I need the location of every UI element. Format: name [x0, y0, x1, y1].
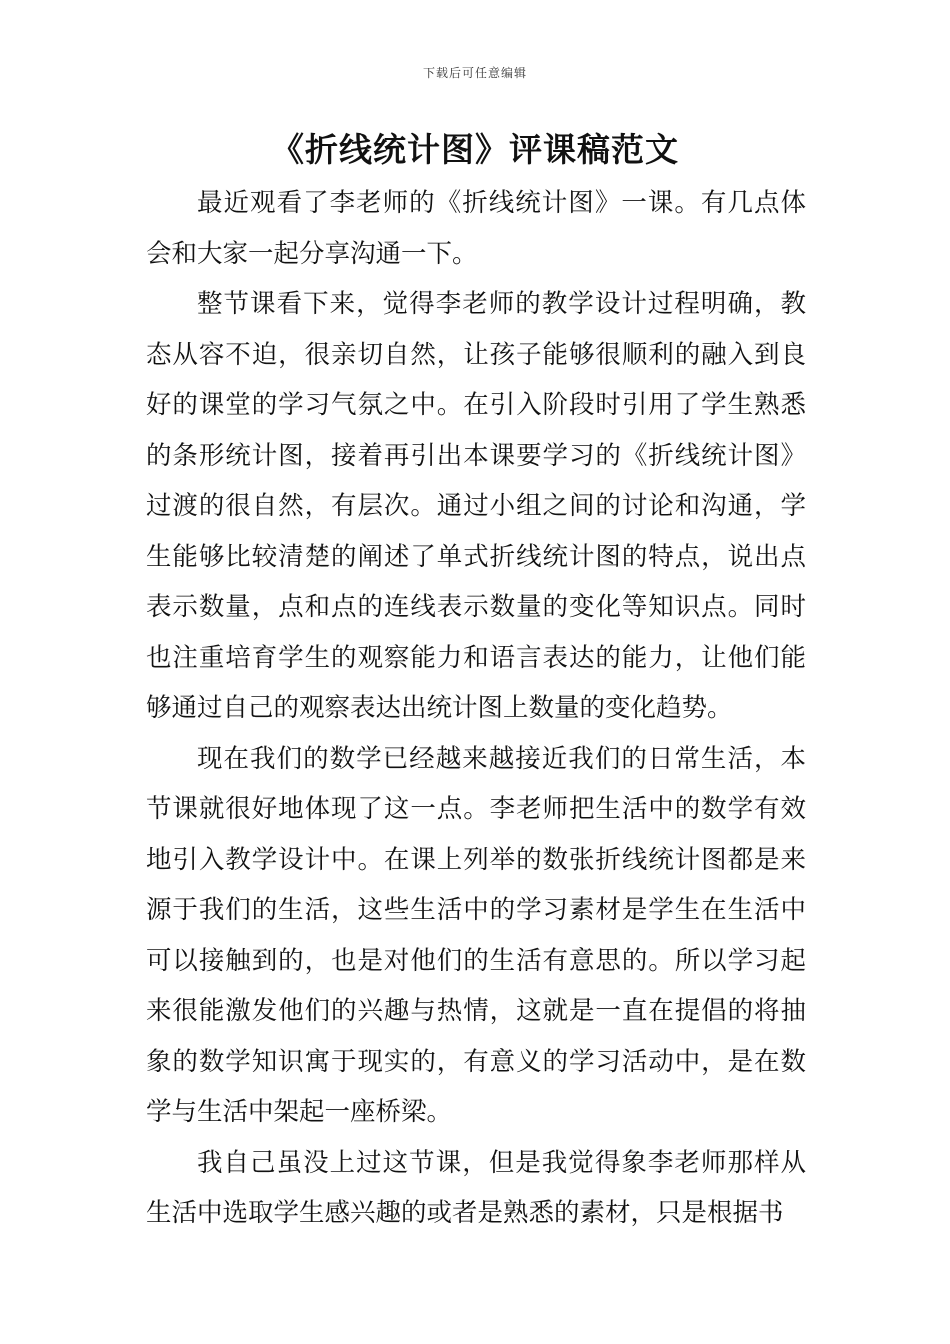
paragraph-4: 我自己虽没上过这节课，但是我觉得象李老师那样从生活中选取学生感兴趣的或者是熟悉的素材，只是根据书	[146, 1147, 806, 1228]
paragraph-3: 现在我们的数学已经越来越接近我们的日常生活，本节课就很好地体现了这一点。李老师把生活中的数学有效地引入教学设计中。在课上列举的数张折线统计图都是来源于我们的生活，这些生活中的学习素材是学生在生活中可以接触到的，也是对他们的生活有意思的。所以学习起来很能激发他们的兴趣与热情，这就是一直在提倡的将抽象的数学知识寓于现实的，有意义的学习活动中，是在数学与生活中架起一座桥梁。	[146, 743, 806, 1127]
paragraph-1: 最近观看了李老师的《折线统计图》一课。有几点体会和大家一起分享沟通一下。	[146, 188, 806, 269]
document-body	[146, 178, 806, 1239]
page-header-note: 下载后可任意编辑	[422, 66, 527, 80]
document-title: 《折线统计图》评课稿范文	[271, 130, 679, 169]
paragraph-2: 整节课看下来，觉得李老师的教学设计过程明确，教态从容不迫，很亲切自然，让孩子能够很顺利的融入到良好的课堂的学习气氛之中。在引入阶段时引用了学生熟悉的条形统计图，接着再引出本课要学习的《折线统计图》过渡的很自然，有层次。通过小组之间的讨论和沟通，学生能够比较清楚的阐述了单式折线统计图的特点，说出点表示数量，点和点的连线表示数量的变化等知识点。同时也注重培育学生的观察能力和语言表达的能力，让他们能够通过自己的观察表达出统计图上数量的变化趋势。	[146, 289, 806, 723]
